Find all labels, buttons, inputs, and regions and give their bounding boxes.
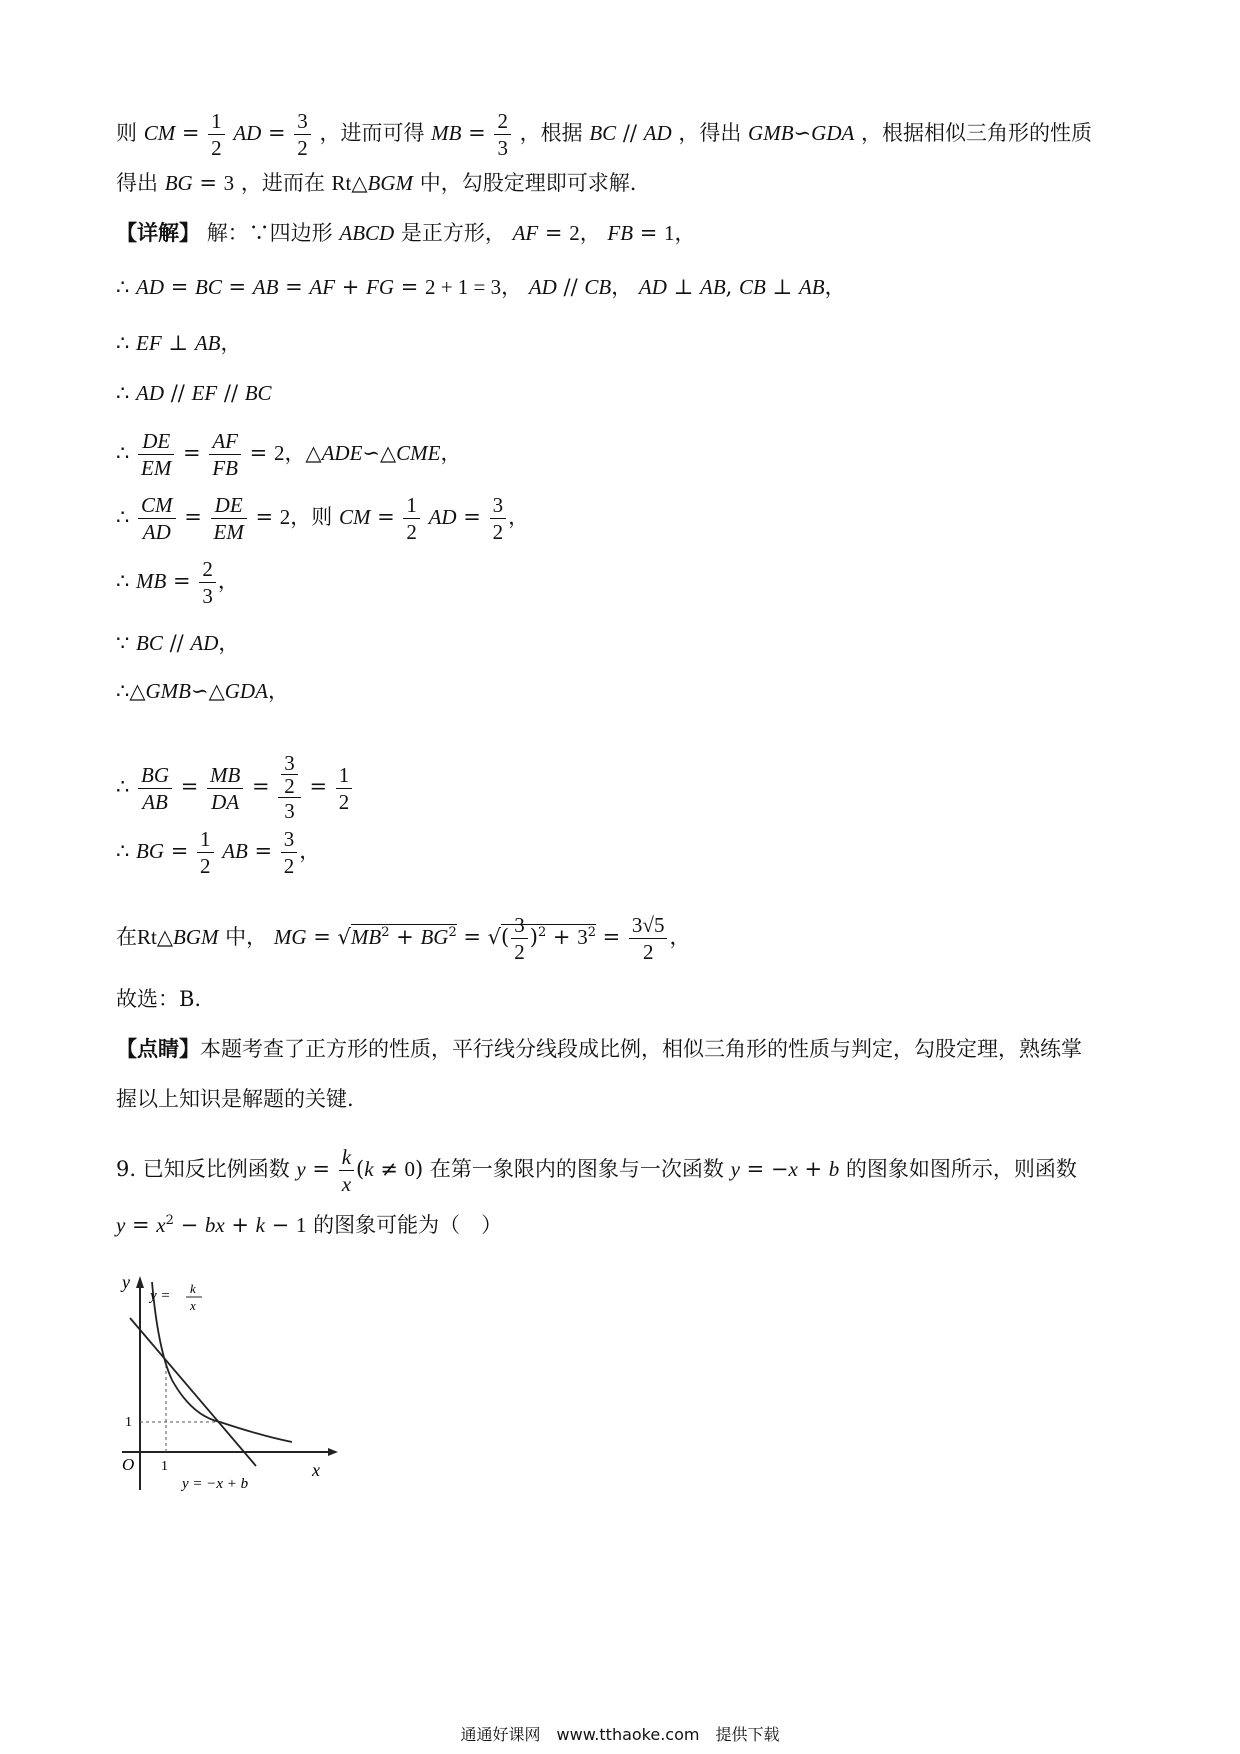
text: 的图象如图所示，则函数 [839, 1157, 1077, 1181]
step-5: ∴ $\frac{CM}{AD}$ = $\frac{DE}{EM}$ = 2，则 CM = $\frac{1}{2}$ AD = $\frac{3}{2}$ ， [116, 493, 530, 544]
detail-label: 【详解】 [116, 221, 200, 245]
step-9: ∴ $\frac{BG}{AB}$ = $\frac{MB}{DA}$ = $\frac{\frac{3}{2}}{3}$ = $\frac{1}{2}$ [116, 752, 354, 824]
text: 本题考查了正方形的性质，平行线分线段成比例，相似三角形的性质与判定，勾股定理，熟练掌 [200, 1037, 1082, 1061]
question-line-1: 9. 已知反比例函数 y = $\frac{k}{x}$ (k ≠ 0) 在第一象限内的图象与一次函数 y = −x + b 的图象如图所示，则函数 [116, 1145, 1077, 1196]
analysis-line-2: 得出 BG = 3 ，进而在 Rt△BGM 中，勾股定理即可求解. [116, 171, 637, 195]
x-tick-1: 1 [161, 1459, 168, 1474]
step-8: ∴△GMB∽△GDA， [116, 679, 289, 703]
x-axis-label: x [312, 1460, 320, 1480]
text: 故选：B. [116, 987, 202, 1011]
text: 在第一象限内的图象与一次函数 [423, 1157, 731, 1181]
y-tick-1: 1 [125, 1415, 132, 1430]
text: 的图象可能为（ ） [306, 1213, 503, 1237]
text: 得出 [116, 171, 165, 195]
text: ，得出 [678, 121, 749, 145]
text: ，进而可得 [319, 121, 432, 145]
text: ，根据相似三角形的性质 [861, 121, 1093, 145]
text: 中， [218, 925, 268, 949]
comment-line-2 [116, 1084, 354, 1114]
text: ，进而在 [240, 171, 332, 195]
text: 则 [116, 121, 144, 145]
step-4: ∴ $\frac{DE}{EM}$ = $\frac{AF}{FB}$ = 2，△ADE∽△CME， [116, 429, 462, 480]
analysis-line-1: 则 CM = $\frac{1}{2}$ AD = $\frac{3}{2}$ ，进而可得 MB = $\frac{2}{3}$ ，根据 BC // AD ，得出 GMB∽GDA ，根据相似三角形的性质 [116, 109, 1093, 160]
step-1: ∴ AD = BC = AB = AF + FG = 2 + 1 = 3， AD // CB， AD ⊥ AB, CB ⊥ AB， [116, 275, 846, 299]
comment-label: 【点睛】 [116, 1037, 200, 1061]
text: 已知反比例函数 [142, 1157, 297, 1181]
text: 握以上知识是解题的关键. [116, 1087, 354, 1111]
hyperbola-label-num: k [190, 1281, 196, 1296]
line-label: y = −x + b [182, 1476, 249, 1492]
text: 在 [116, 925, 137, 949]
text: 是正方形， [400, 221, 506, 245]
hyperbola-label-den: x [190, 1298, 196, 1313]
step-7: ∵ BC // AD， [116, 631, 240, 655]
step-11: 在Rt△BGM 中， MG = $√MB^2 + BG^2$ = √( $\frac{3}{2}$ )$^2 + 3^2$ = $\frac{3√5}{2}$ ， [116, 913, 691, 964]
detail-intro: 【详解】 解：∵四边形 ABCD 是正方形， AF = 2， FB = 1， [116, 221, 696, 245]
text: ，则 [290, 505, 339, 529]
choice [116, 984, 201, 1014]
question-number: 9. [116, 1157, 137, 1181]
text: 中，勾股定理即可求解. [419, 171, 637, 195]
text: ，根据 [519, 121, 590, 145]
step-6: ∴ MB = $\frac{2}{3}$ ， [116, 557, 239, 608]
hyperbola-label: y = [150, 1288, 171, 1304]
text: 解：∵四边形 [206, 221, 333, 245]
step-10: ∴ BG = $\frac{1}{2}$ AB = $\frac{3}{2}$ ， [116, 827, 321, 878]
footer [0, 1722, 1240, 1745]
footer-text: 通通好课网 www.tthaoke.com 提供下载 [460, 1725, 780, 1744]
step-3: ∴ AD // EF // BC [116, 381, 272, 405]
y-axis-label: y [122, 1272, 130, 1292]
comment-line-1 [116, 1034, 1082, 1064]
step-2: ∴ EF ⊥ AB， [116, 331, 242, 355]
origin-label: O [122, 1455, 135, 1474]
question-line-2: $y = x^2$ − bx + k − 1 的图象可能为（ ） [116, 1213, 503, 1237]
function-graph-figure [112, 1270, 352, 1500]
